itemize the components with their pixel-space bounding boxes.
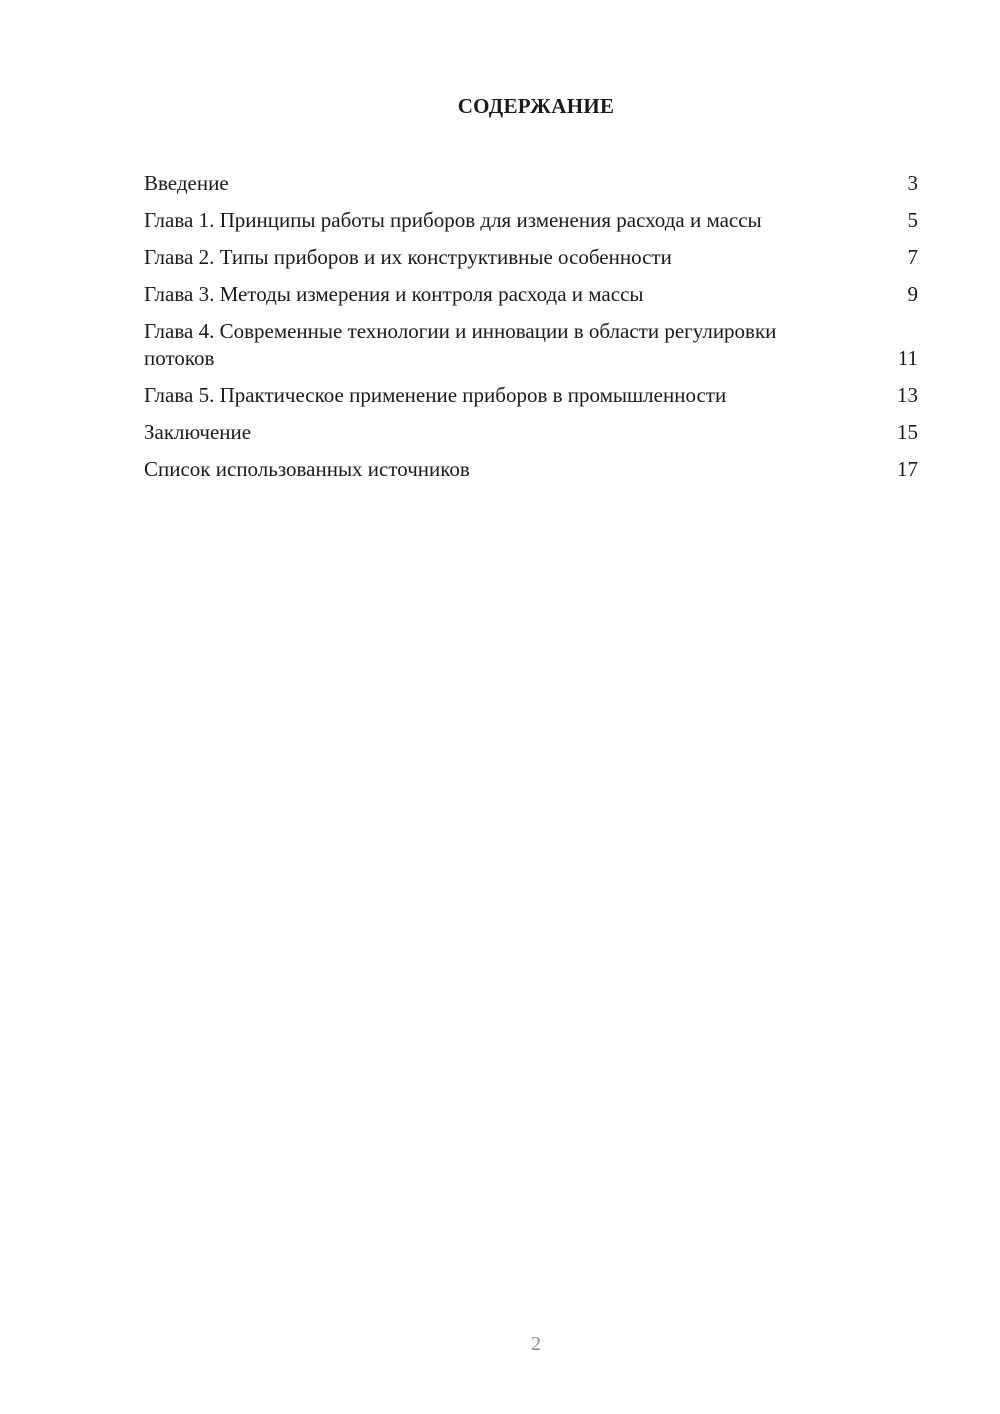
toc-entry-page: 9 bbox=[907, 282, 918, 306]
toc-entry-text: Глава 3. Методы измерения и контроля расхода и массы bbox=[144, 282, 644, 306]
toc-entry-text: Введение bbox=[144, 171, 229, 195]
toc-entry-page: 3 bbox=[907, 171, 918, 195]
toc-entry-page: 15 bbox=[897, 420, 918, 444]
toc-entry-text: Глава 1. Принципы работы приборов для изменения расхода и массы bbox=[144, 208, 762, 232]
toc-entry-page: 5 bbox=[907, 208, 918, 232]
toc-entry-page: 13 bbox=[897, 383, 918, 407]
toc-entry-text: Заключение bbox=[144, 420, 252, 444]
toc-entry-chapter-5 bbox=[144, 382, 918, 409]
page-number: 2 bbox=[531, 1333, 541, 1355]
toc-entry-text: Глава 5. Практическое применение приборов в промышленности bbox=[144, 383, 727, 407]
toc-entry-chapter-2 bbox=[144, 244, 918, 271]
toc-entry-conclusion bbox=[144, 419, 918, 446]
toc-entry-chapter-4 bbox=[144, 318, 918, 372]
toc-entry-text: Глава 4. Современные технологии и инновации в области регулировки потоков bbox=[144, 319, 777, 370]
toc-entry-references bbox=[144, 456, 918, 483]
page-title: СОДЕРЖАНИЕ bbox=[457, 94, 615, 118]
toc-entry-page: 11 bbox=[897, 346, 918, 370]
toc-entry-chapter-3 bbox=[144, 281, 918, 308]
toc-entry-chapter-1 bbox=[144, 207, 918, 234]
toc-entry-introduction bbox=[144, 170, 918, 197]
toc-entry-page: 7 bbox=[907, 245, 918, 269]
table-of-contents bbox=[144, 170, 918, 493]
toc-entry-text: Глава 2. Типы приборов и их конструктивные особенности bbox=[144, 245, 672, 269]
toc-entry-text: Список использованных источников bbox=[144, 457, 470, 481]
toc-entry-page: 17 bbox=[897, 457, 918, 481]
